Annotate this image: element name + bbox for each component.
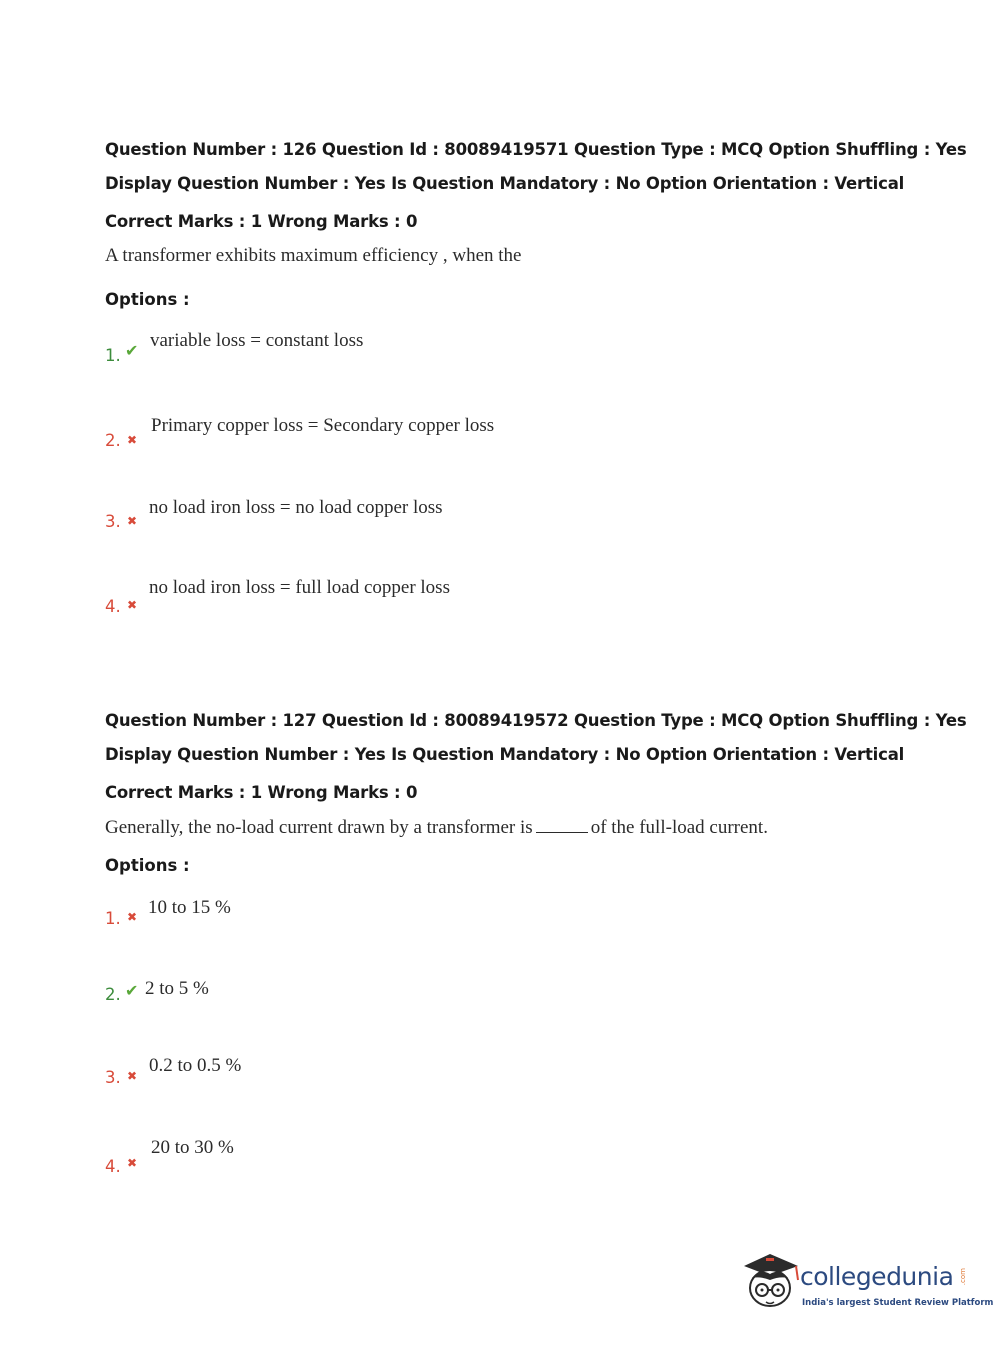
option-text: 2 to 5 %: [145, 978, 209, 999]
cross-icon: ✖: [127, 598, 138, 612]
option-2: [105, 415, 805, 451]
option-text: variable loss = constant loss: [150, 330, 364, 351]
question-text-before: Generally, the no-load current drawn by a transformer is: [105, 817, 533, 838]
options-label: Options :: [105, 856, 190, 875]
question-marks: Correct Marks : 1 Wrong Marks : 0: [105, 212, 418, 231]
option-number: 1.: [105, 346, 121, 365]
option-number: 2.: [105, 985, 121, 1004]
question-text: [105, 815, 965, 840]
logo-wordmark: collegedunia: [800, 1262, 954, 1291]
question-meta-line-1: Question Number : 126 Question Id : 80089419571 Question Type : MCQ Option Shuffling : Yes: [105, 140, 967, 159]
option-text: no load iron loss = full load copper loss: [149, 577, 450, 598]
option-number: 4.: [105, 597, 121, 616]
option-text: 20 to 30 %: [151, 1137, 234, 1158]
cross-icon: ✖: [127, 514, 138, 528]
option-4: [105, 577, 805, 617]
question-text-after: of the full-load current.: [590, 817, 768, 838]
question-marks: Correct Marks : 1 Wrong Marks : 0: [105, 783, 418, 802]
collegedunia-logo[interactable]: [740, 1248, 994, 1318]
question-meta-line-2: Display Question Number : Yes Is Question Mandatory : No Option Orientation : Vertical: [105, 174, 905, 193]
option-1: [105, 330, 805, 366]
option-number: 3.: [105, 1068, 121, 1087]
option-number: 1.: [105, 909, 121, 928]
option-3: [105, 1055, 805, 1097]
cross-icon: ✖: [127, 1069, 138, 1083]
option-text: 0.2 to 0.5 %: [149, 1055, 242, 1076]
cross-icon: ✖: [127, 910, 138, 924]
logo-com-suffix: .com: [959, 1268, 967, 1286]
question-127: [105, 711, 967, 1176]
cross-icon: ✖: [127, 433, 138, 447]
logo-tagline: India's largest Student Review Platform: [802, 1298, 994, 1308]
option-number: 3.: [105, 512, 121, 531]
check-icon: ✔: [125, 341, 139, 360]
option-2: [105, 978, 805, 1014]
option-1: [105, 897, 805, 938]
option-text: no load iron loss = no load copper loss: [149, 497, 443, 518]
question-126: [105, 140, 967, 616]
option-4: [105, 1137, 805, 1186]
option-text: 10 to 15 %: [148, 897, 231, 918]
check-icon: ✔: [125, 981, 139, 1000]
cross-icon: ✖: [127, 1156, 138, 1170]
question-meta-line-2: Display Question Number : Yes Is Question Mandatory : No Option Orientation : Vertical: [105, 745, 905, 764]
option-text: Primary copper loss = Secondary copper loss: [151, 415, 495, 436]
student-mascot-icon: [740, 1248, 802, 1318]
option-number: 4.: [105, 1157, 121, 1176]
option-3: [105, 497, 805, 532]
options-label: Options :: [105, 290, 190, 309]
option-number: 2.: [105, 431, 121, 450]
question-meta-line-1: Question Number : 127 Question Id : 80089419572 Question Type : MCQ Option Shuffling : Yes: [105, 711, 967, 730]
fill-blank: [536, 815, 588, 833]
question-text: A transformer exhibits maximum efficiency , when the: [105, 245, 522, 266]
